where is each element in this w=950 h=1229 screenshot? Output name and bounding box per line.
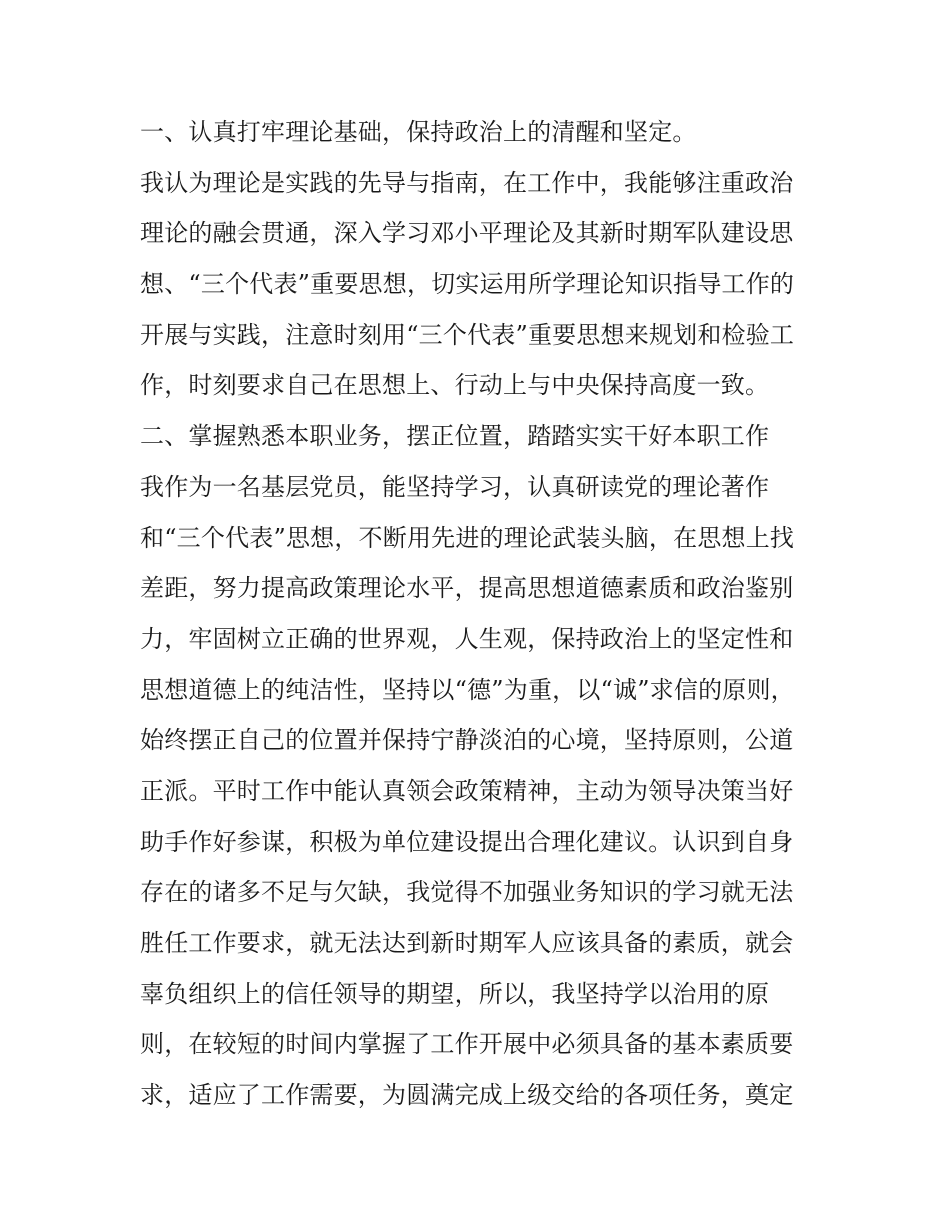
paragraph-line: 辜负组织上的信任领导的期望，所以，我坚持学以治用的原 — [140, 979, 770, 1008]
paragraph-line: 求，适应了工作需要，为圆满完成上级交给的各项任务，奠定 — [140, 1081, 794, 1110]
paragraph-line: 思想道德上的纯洁性，坚持以“德”为重，以“诚”求信的原则， — [140, 675, 795, 704]
heading-section-1: 一、认真打牢理论基础，保持政治上的清醒和坚定。 — [140, 118, 697, 146]
paragraph-line: 我作为一名基层党员，能坚持学习，认真研读党的理论著作 — [140, 472, 770, 501]
paragraph-line: 开展与实践，注意时刻用“三个代表”重要思想来规划和检验工 — [140, 320, 795, 349]
document-body — [140, 107, 830, 1121]
heading-section-2: 二、掌握熟悉本职业务，摆正位置，踏踏实实干好本职工作 — [140, 422, 770, 451]
paragraph-line: 差距，努力提高政策理论水平，提高思想道德素质和政治鉴别 — [140, 574, 794, 603]
paragraph-line: 则，在较短的时间内掌握了工作开展中必须具备的基本素质要 — [140, 1030, 794, 1059]
paragraph-line: 力，牢固树立正确的世界观，人生观，保持政治上的坚定性和 — [140, 624, 794, 653]
paragraph-line: 胜任工作要求，就无法达到新时期军人应该具备的素质，就会 — [140, 929, 794, 957]
paragraph-line: 存在的诸多不足与欠缺，我觉得不加强业务知识的学习就无法 — [140, 878, 794, 907]
paragraph-line: 助手作好参谋，积极为单位建设提出合理化建议。认识到自身 — [140, 827, 794, 856]
paragraph-line: 我认为理论是实践的先导与指南，在工作中，我能够注重政治 — [140, 168, 794, 197]
paragraph-line: 作，时刻要求自己在思想上、行动上与中央保持高度一致。 — [140, 371, 770, 400]
paragraph-line: 理论的融会贯通，深入学习邓小平理论及其新时期军队建设思 — [140, 219, 794, 248]
paragraph-line: 正派。平时工作中能认真领会政策精神，主动为领导决策当好 — [140, 776, 794, 805]
paragraph-line: 想、“三个代表”重要思想，切实运用所学理论知识指导工作的 — [140, 270, 795, 299]
paragraph-line: 和“三个代表”思想，不断用先进的理论武装头脑，在思想上找 — [140, 523, 795, 552]
paragraph-line: 始终摆正自己的位置并保持宁静淡泊的心境，坚持原则，公道 — [140, 726, 794, 755]
